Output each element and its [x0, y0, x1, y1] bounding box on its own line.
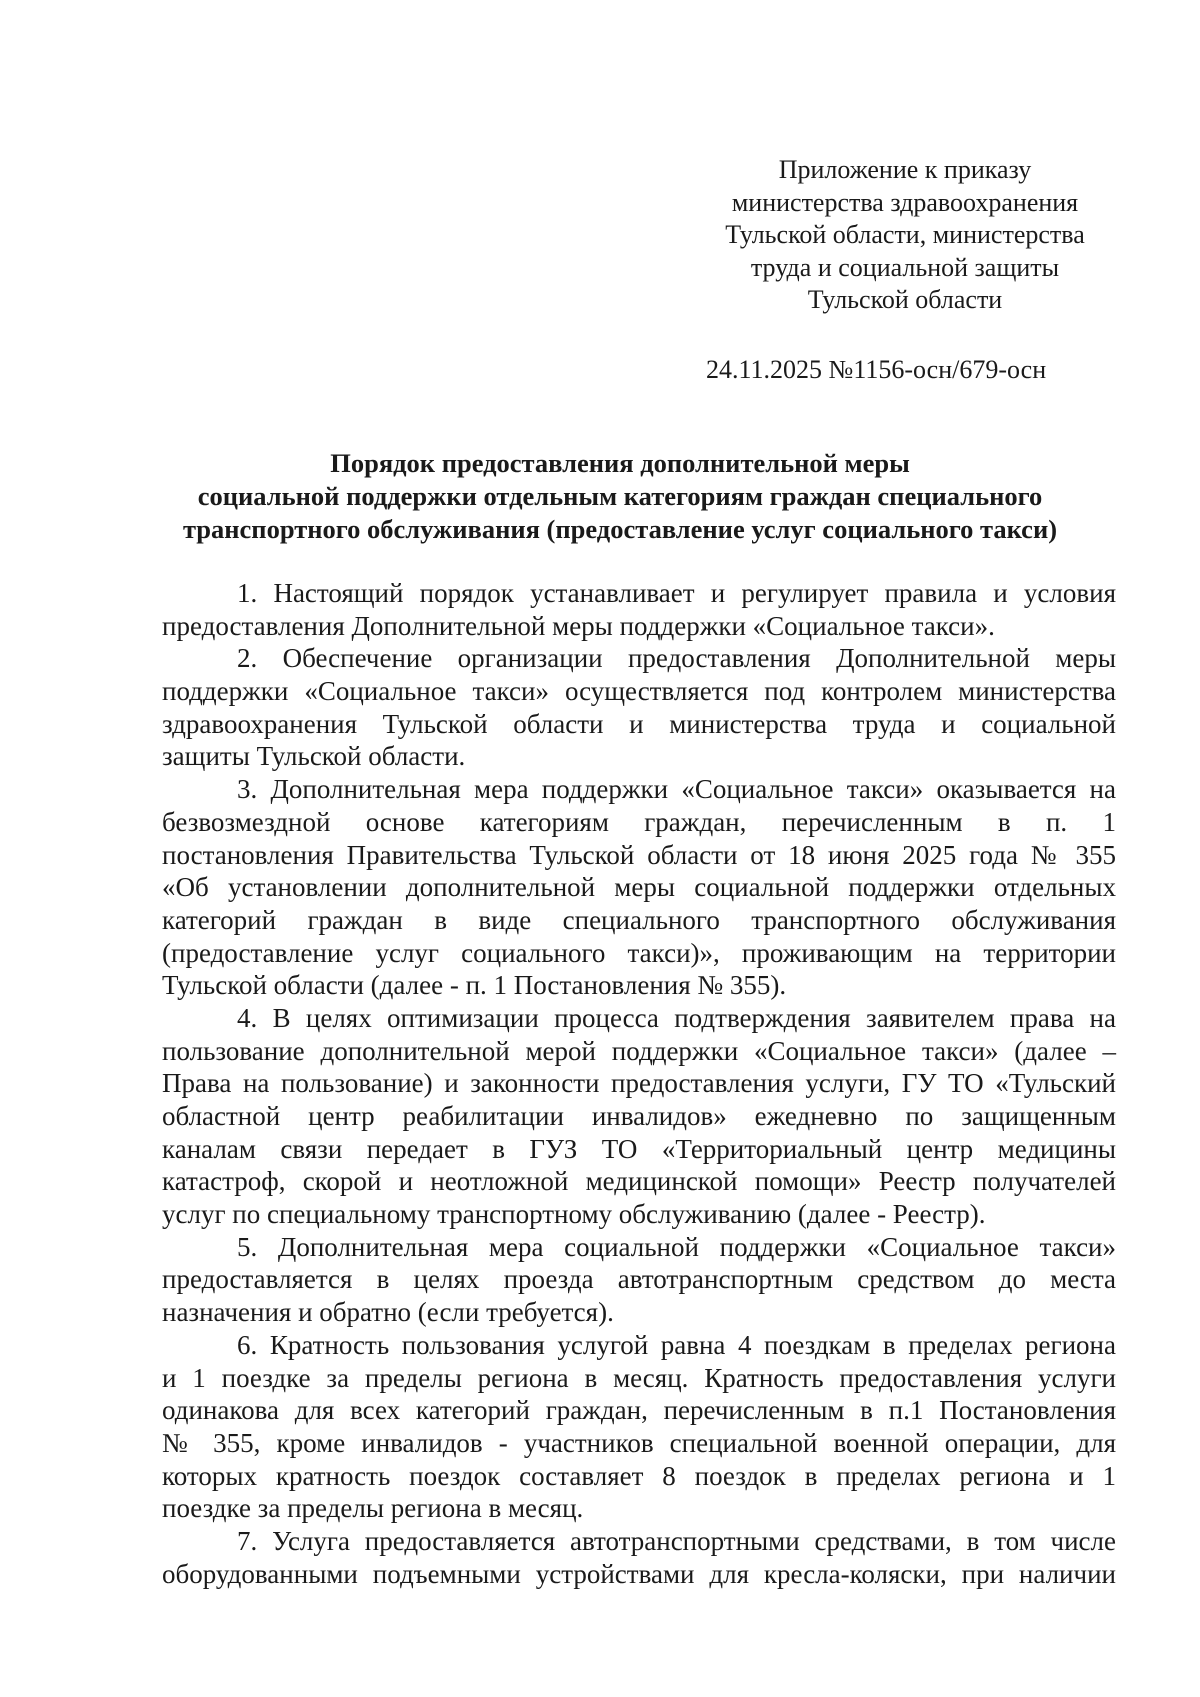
paragraph-4: [162, 1002, 1116, 1231]
text-line: 6. Кратность пользования услугой равна 4 поездкам в пределах региона: [237, 1329, 1116, 1360]
text-line: 2. Обеспечение организации предоставления Дополнительной меры: [237, 643, 1116, 674]
paragraph-7: [162, 1525, 1116, 1590]
text-line: Права на пользование) и законности предоставления услуги, ГУ ТО «Тульский: [162, 1068, 1116, 1099]
text-line: одинакова для всех категорий граждан, перечисленным в п.1 Постановления: [162, 1395, 1116, 1426]
appendix-line: министерства здравоохранения: [731, 187, 1079, 217]
text-line: категорий граждан в виде специального транспортного обслуживания: [162, 904, 1116, 935]
document-title: [140, 447, 1100, 546]
title-line: транспортного обслуживания (предоставление услуг социального такси): [182, 514, 1058, 544]
text-line: которых кратность поездок составляет 8 поездок в пределах региона и 1: [162, 1460, 1116, 1491]
text-line: поездке за пределы региона в месяц.: [162, 1493, 584, 1524]
text-line: защиты Тульской области.: [162, 741, 466, 772]
appendix-line: труда и социальной защиты: [750, 252, 1060, 282]
text-line: 3. Дополнительная мера поддержки «Социальное такси» оказывается на: [237, 774, 1116, 805]
text-line: поддержки «Социальное такси» осуществляется под контролем министерства: [162, 676, 1116, 707]
title-line: Порядок предоставления дополнительной меры: [330, 448, 910, 478]
text-line: оборудованными подъемными устройствами для кресла-коляски, при наличии: [162, 1558, 1116, 1589]
text-line: 5. Дополнительная мера социальной поддержки «Социальное такси»: [237, 1231, 1116, 1262]
paragraph-6: [162, 1329, 1116, 1525]
document-body: [162, 577, 1116, 1590]
text-line: Тульской области (далее - п. 1 Постановления № 355).: [162, 970, 787, 1001]
paragraph-2: [162, 642, 1116, 773]
text-line: № 355, кроме инвалидов - участников специальной военной операции, для: [162, 1427, 1116, 1458]
text-line: пользование дополнительной мерой поддержки «Социальное такси» (далее –: [162, 1035, 1116, 1066]
text-line: безвозмездной основе категориям граждан, перечисленным в п. 1: [162, 806, 1116, 837]
text-line: «Об установлении дополнительной меры социальной поддержки отдельных: [162, 872, 1116, 903]
text-line: и 1 поездке за пределы региона в месяц. Кратность предоставления услуги: [162, 1362, 1116, 1393]
paragraph-1: [162, 577, 1116, 642]
text-line: (предоставление услуг социального такси)», проживающим на территории: [162, 937, 1116, 968]
text-line: здравоохранения Тульской области и министерства труда и социальной: [162, 708, 1116, 739]
text-line: услуг по специальному транспортному обслуживанию (далее - Реестр).: [162, 1199, 986, 1230]
order-reference: 24.11.2025 №1156-осн/679-осн: [706, 355, 1047, 384]
text-line: 1. Настоящий порядок устанавливает и регулирует правила и условия: [237, 578, 1116, 608]
appendix-line: Тульской области, министерства: [725, 220, 1085, 249]
paragraph-5: [162, 1231, 1116, 1329]
appendix-line: Приложение к приказу: [778, 155, 1032, 184]
text-line: предоставляется в целях проезда автотранспортным средством до места: [162, 1264, 1116, 1295]
text-line: предоставления Дополнительной меры поддержки «Социальное такси».: [162, 610, 995, 641]
text-line: областной центр реабилитации инвалидов» ежедневно по защищенным: [162, 1101, 1116, 1131]
appendix-line: Тульской области: [807, 285, 1003, 314]
appendix-header: [680, 154, 1130, 317]
text-line: 4. В целях оптимизации процесса подтверждения заявителем права на: [237, 1002, 1116, 1033]
text-line: каналам связи передает в ГУЗ ТО «Территориальный центр медицины: [162, 1133, 1116, 1164]
text-line: назначения и обратно (если требуется).: [162, 1297, 614, 1328]
paragraph-3: [162, 773, 1116, 1002]
text-line: постановления Правительства Тульской области от 18 июня 2025 года № 355: [162, 839, 1116, 870]
text-line: 7. Услуга предоставляется автотранспортными средствами, в том числе: [237, 1525, 1116, 1556]
title-line: социальной поддержки отдельным категориям граждан специального: [197, 481, 1043, 511]
text-line: катастроф, скорой и неотложной медицинской помощи» Реестр получателей: [162, 1166, 1116, 1197]
